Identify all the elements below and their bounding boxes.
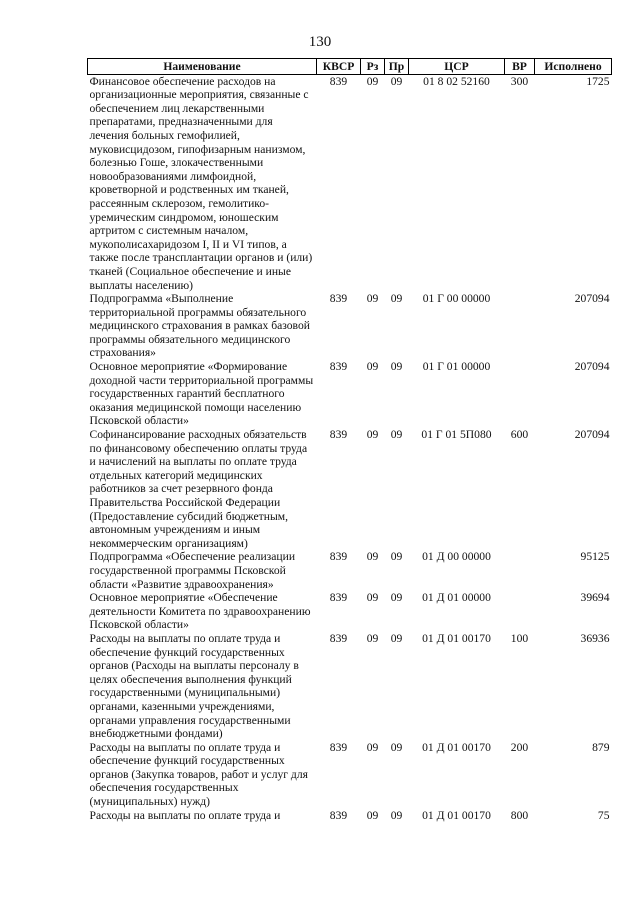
row-kvsr: 839 [329,360,348,374]
row-name: Подпрограмма «Обеспечение реализации государственной программы Псковской области «Развитие здравоохранения» [89,550,296,591]
row-pr: 09 [390,428,403,442]
row-vr [505,360,535,428]
row-rz: 09 [366,631,379,645]
row-rz: 09 [366,292,379,306]
row-amount: 207094 [574,292,610,306]
table-row [88,428,612,550]
header-rz: Рз [361,59,385,75]
row-name: Основное мероприятие «Обеспечение деятельности Комитета по здравоохранению Псковской области» [89,591,311,632]
row-csr: 01 Д 01 00170 [422,808,491,822]
row-rz: 09 [366,808,379,822]
row-kvsr: 839 [329,591,348,605]
row-csr: 01 Д 00 00000 [422,550,491,564]
table-row [88,292,612,360]
table-row [88,550,612,591]
table-row [88,809,612,823]
row-amount: 207094 [574,360,610,374]
row-rz: 09 [366,428,379,442]
header-vr: ВР [505,59,535,75]
row-csr: 01 Г 00 00000 [422,292,491,306]
row-csr: 01 Г 01 5П080 [421,428,492,442]
row-name: Основное мероприятие «Формирование доходной части территориальной программы государственных гарантий бесплатного оказания медицинской помощи населению Псковской области» [89,360,314,428]
row-kvsr: 839 [329,292,348,306]
row-pr: 09 [390,740,403,754]
row-amount: 75 [597,808,610,822]
row-csr: 01 Д 01 00000 [422,591,491,605]
table-header-row [88,59,612,75]
row-name: Финансовое обеспечение расходов на организационные мероприятия, связанные с обеспечением лиц лекарственными препаратами, предназначенными для лечения больных гемофилией, муковисцидозом, гипофизарным нанизмом, болезнью Гоше, злокачественными новообразованиями лимфоидной, кроветворной и родственных им тканей, рассеянным склерозом, гемолитико-уремическим синдромом, юношеским артритом с системным началом, мукополисахаридозом I, II и VI типов, а также после трансплантации органов и (или) тканей (Социальное обеспечение и иные выплаты населению) [89,74,313,292]
table-row [88,360,612,428]
row-vr [505,591,535,632]
table-row [88,741,612,809]
row-pr: 09 [390,591,403,605]
table-row [88,632,612,741]
row-amount: 36936 [580,631,610,645]
row-pr: 09 [390,360,403,374]
row-amount: 95125 [580,550,610,564]
row-name: Софинансирование расходных обязательств по финансовому обеспечению оплаты труда и начислений на выплаты по оплате труда отдельных категорий медицинских работников за счет резервного фонда Правительства Российской Федерации (Предоставление субсидий бюджетным, автономным учреждениям и иным некоммерческим организациям) [89,428,308,550]
row-name: Расходы на выплаты по оплате труда и [89,808,281,822]
row-rz: 09 [366,360,379,374]
row-pr: 09 [390,292,403,306]
row-kvsr: 839 [329,631,348,645]
row-vr [505,292,535,360]
row-rz: 09 [366,591,379,605]
row-name: Расходы на выплаты по оплате труда и обеспечение функций государственных органов (Расходы на выплаты персоналу в целях обеспечения выполнения функций государственными (муниципальными) органами, казенными учреждениями, органами управления государственными внебюджетными фондами) [89,631,299,741]
row-rz: 09 [366,740,379,754]
row-vr: 100 [510,631,529,645]
row-csr: 01 Г 01 00000 [422,360,491,374]
row-pr: 09 [390,808,403,822]
row-vr: 600 [510,428,529,442]
row-pr: 09 [390,74,403,88]
row-rz: 09 [366,550,379,564]
header-pr: Пр [385,59,409,75]
row-vr: 300 [510,74,529,88]
row-vr: 800 [510,808,529,822]
row-csr: 01 Д 01 00170 [422,631,491,645]
header-kvsr: КВСР [317,59,361,75]
row-amount: 879 [592,740,610,754]
row-name: Расходы на выплаты по оплате труда и обеспечение функций государственных органов (Закупка товаров, работ и услуг для обеспечения государственных (муниципальных) нужд) [89,740,308,809]
table-row [88,74,612,292]
row-amount: 39694 [580,591,610,605]
row-kvsr: 839 [329,740,348,754]
header-csr: ЦСР [409,59,505,75]
header-amount: Исполнено [535,59,612,75]
row-csr: 01 8 02 52160 [423,74,490,88]
budget-table [87,58,612,822]
header-name: Наименование [88,59,317,75]
row-name: Подпрограмма «Выполнение территориальной программы обязательного медицинского страхования в рамках базовой программы обязательного медицинского страхования» [89,292,310,360]
row-amount: 207094 [574,428,610,442]
row-pr: 09 [390,550,403,564]
row-kvsr: 839 [329,550,348,564]
page-number: 130 [308,34,332,50]
row-amount: 1725 [586,74,610,88]
row-vr: 200 [510,740,529,754]
row-vr [505,550,535,591]
row-kvsr: 839 [329,74,348,88]
row-pr: 09 [390,631,403,645]
row-csr: 01 Д 01 00170 [422,740,491,754]
table-row [88,591,612,632]
row-kvsr: 839 [329,808,348,822]
row-rz: 09 [366,74,379,88]
row-kvsr: 839 [329,428,348,442]
